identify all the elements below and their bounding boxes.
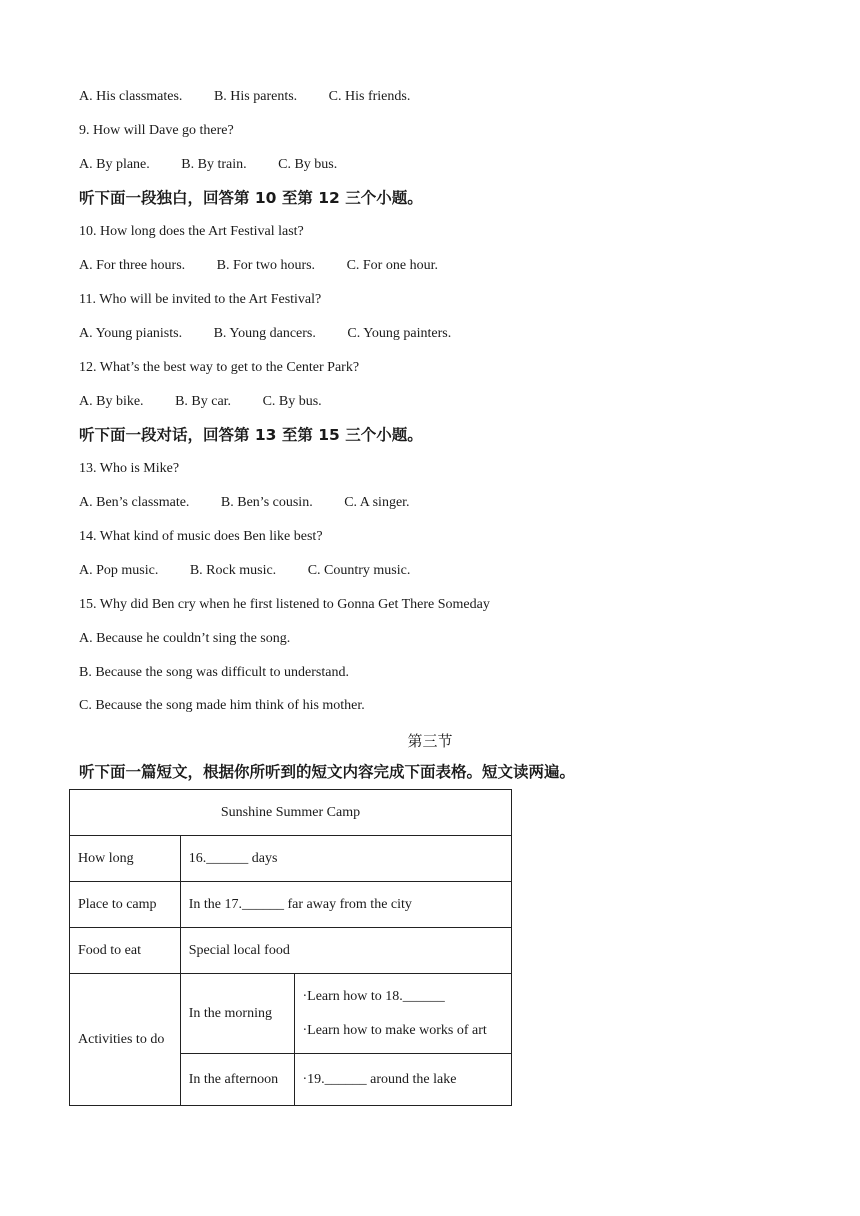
- afternoon-item[interactable]: ·19.______ around the lake: [294, 1054, 512, 1106]
- q10-options: [79, 257, 466, 275]
- q14-question: 14. What kind of music does Ben like best?: [79, 529, 323, 544]
- food-value: Special local food: [180, 928, 511, 974]
- q12-options: [79, 393, 350, 411]
- q10-question: 10. How long does the Art Festival last?: [79, 224, 304, 239]
- part3-title: 第三节: [407, 732, 453, 750]
- q11-question: 11. Who will be invited to the Art Festival?: [79, 292, 322, 307]
- activities-label: Activities to do: [70, 974, 181, 1106]
- q12-option-c[interactable]: C. By bus.: [262, 394, 322, 409]
- q11-options: [79, 325, 479, 343]
- q12-option-b[interactable]: B. By car.: [175, 394, 232, 409]
- section-b-heading: 听下面一段对话，回答第 13 至第 15 三个小题。: [79, 426, 423, 444]
- q9-question: 9. How will Dave go there?: [79, 123, 234, 138]
- place-label: Place to camp: [70, 882, 181, 928]
- q15-option-c[interactable]: C. Because the song made him think of his mother.: [79, 698, 365, 713]
- part3-instruction: 听下面一篇短文，根据你所听到的短文内容完成下面表格。短文读两遍。: [79, 763, 576, 781]
- q9-option-a[interactable]: A. By plane.: [79, 157, 150, 172]
- q11-option-c[interactable]: C. Young painters.: [347, 326, 452, 341]
- q9-option-b[interactable]: B. By train.: [181, 157, 247, 172]
- morning-item-2: ·Learn how to make works of art: [302, 1022, 487, 1038]
- q15-question: 15. Why did Ben cry when he first listened to Gonna Get There Someday: [79, 597, 490, 612]
- q11-option-b[interactable]: B. Young dancers.: [213, 326, 316, 341]
- q12-option-a[interactable]: A. By bike.: [79, 394, 144, 409]
- q13-question: 13. Who is Mike?: [79, 461, 180, 476]
- morning-items: [294, 974, 512, 1054]
- q14-option-c[interactable]: C. Country music.: [307, 563, 411, 578]
- q11-option-a[interactable]: A. Young pianists.: [79, 326, 183, 341]
- place-value[interactable]: In the 17.______ far away from the city: [180, 882, 511, 928]
- food-label: Food to eat: [70, 928, 181, 974]
- how-long-label: How long: [70, 836, 181, 882]
- q14-option-a[interactable]: A. Pop music.: [79, 563, 159, 578]
- q8-options: [79, 88, 438, 106]
- q10-option-b[interactable]: B. For two hours.: [216, 258, 316, 273]
- q14-options: [79, 562, 438, 580]
- camp-table: [69, 789, 512, 1106]
- morning-item-1[interactable]: ·Learn how to 18.______: [302, 988, 445, 1004]
- q9-option-c[interactable]: C. By bus.: [278, 157, 338, 172]
- q13-option-b[interactable]: B. Ben’s cousin.: [220, 495, 313, 510]
- q15-option-a[interactable]: A. Because he couldn’t sing the song.: [79, 631, 291, 646]
- q8-option-b[interactable]: B. His parents.: [213, 89, 298, 104]
- section-a-heading: 听下面一段独白，回答第 10 至第 12 三个小题。: [79, 189, 423, 207]
- afternoon-label: In the afternoon: [180, 1054, 294, 1106]
- table-title: Sunshine Summer Camp: [70, 790, 512, 836]
- q14-option-b[interactable]: B. Rock music.: [189, 563, 277, 578]
- q8-option-a[interactable]: A. His classmates.: [79, 89, 183, 104]
- q12-question: 12. What’s the best way to get to the Center Park?: [79, 360, 360, 375]
- q15-option-b[interactable]: B. Because the song was difficult to understand.: [79, 665, 349, 680]
- morning-label: In the morning: [180, 974, 294, 1054]
- q13-options: [79, 494, 438, 512]
- q9-options: [79, 156, 365, 174]
- how-long-value[interactable]: 16.______ days: [180, 836, 511, 882]
- q10-option-c[interactable]: C. For one hour.: [346, 258, 438, 273]
- q13-option-c[interactable]: C. A singer.: [344, 495, 410, 510]
- q13-option-a[interactable]: A. Ben’s classmate.: [79, 495, 190, 510]
- q10-option-a[interactable]: A. For three hours.: [79, 258, 186, 273]
- q8-option-c[interactable]: C. His friends.: [328, 89, 411, 104]
